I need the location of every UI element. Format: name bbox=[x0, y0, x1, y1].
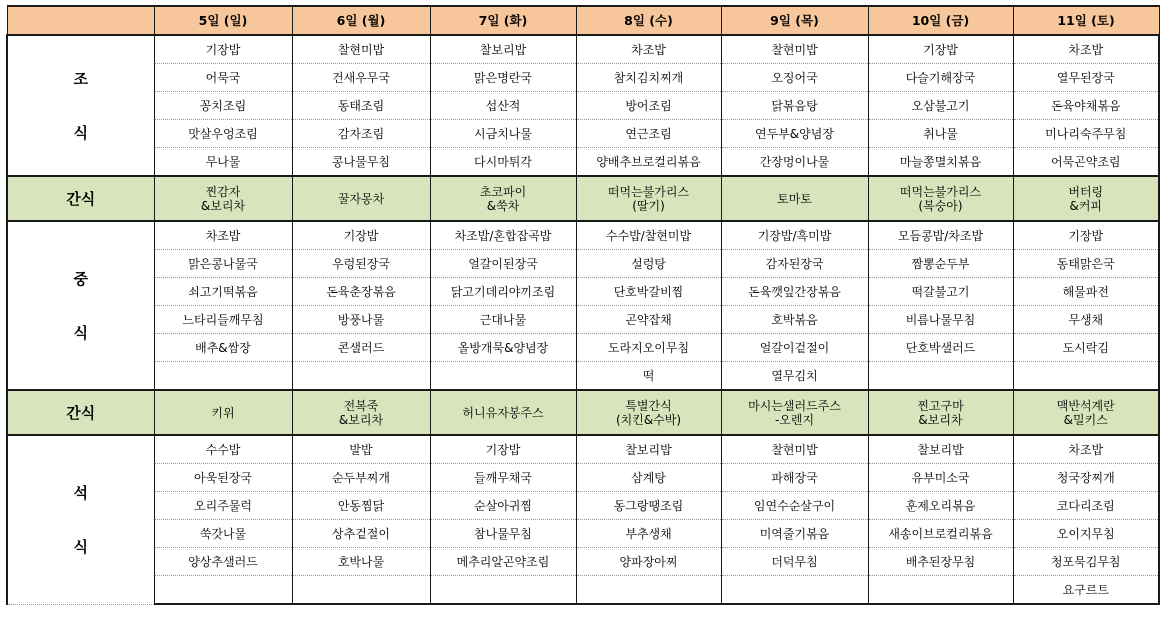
dinner-label-char: 식 bbox=[73, 537, 88, 556]
menu-item: 청포묵김무침 bbox=[1013, 548, 1159, 576]
snack-item-line: 키위 bbox=[211, 405, 235, 420]
header-row bbox=[7, 6, 1159, 35]
menu-item: 기장밥 bbox=[292, 221, 430, 250]
snack-item-line: (치킨&수박) bbox=[615, 412, 682, 427]
day-header: 8일 (수) bbox=[576, 6, 721, 35]
menu-item: 콘샐러드 bbox=[292, 334, 430, 362]
menu-item: 무생채 bbox=[1013, 306, 1159, 334]
snack-item bbox=[868, 390, 1013, 435]
menu-item: 차조밥 bbox=[154, 221, 292, 250]
menu-item: 꽁치조림 bbox=[154, 92, 292, 120]
snack-item-line: (딸기) bbox=[632, 198, 665, 213]
dinner-label-char: 석 bbox=[73, 483, 88, 502]
menu-item: 배추된장무침 bbox=[868, 548, 1013, 576]
menu-item: 순살아귀찜 bbox=[430, 492, 576, 520]
menu-item: 참나물무침 bbox=[430, 520, 576, 548]
snack-item bbox=[868, 176, 1013, 221]
menu-item: 연근조림 bbox=[576, 120, 721, 148]
dinner-row bbox=[7, 464, 1159, 492]
lunch-row bbox=[7, 306, 1159, 334]
snack-item bbox=[576, 390, 721, 435]
menu-item: 콩나물무침 bbox=[292, 148, 430, 177]
menu-item: 간장멍이나물 bbox=[721, 148, 868, 177]
snack-item bbox=[576, 176, 721, 221]
dinner-label bbox=[7, 435, 154, 604]
menu-item: 안동찜닭 bbox=[292, 492, 430, 520]
menu-item: 쑥갓나물 bbox=[154, 520, 292, 548]
menu-item: 맛살우엉조림 bbox=[154, 120, 292, 148]
menu-item bbox=[1013, 362, 1159, 391]
menu-item: 찰보리밥 bbox=[868, 435, 1013, 464]
breakfast-label-char: 조 bbox=[73, 69, 88, 88]
snack-item-line: &커피 bbox=[1069, 198, 1103, 213]
corner-cell bbox=[7, 6, 154, 35]
menu-item bbox=[292, 576, 430, 605]
menu-item: 도시락김 bbox=[1013, 334, 1159, 362]
breakfast-row bbox=[7, 120, 1159, 148]
menu-item: 아욱된장국 bbox=[154, 464, 292, 492]
menu-item: 단호박샐러드 bbox=[868, 334, 1013, 362]
menu-item: 수수밥 bbox=[154, 435, 292, 464]
lunch-row bbox=[7, 250, 1159, 278]
menu-item: 찰보리밥 bbox=[576, 435, 721, 464]
menu-item: 방풍나물 bbox=[292, 306, 430, 334]
snack-label: 간식 bbox=[7, 390, 154, 435]
snack-item-line: 맥반석계란 bbox=[1056, 398, 1115, 413]
menu-item: 동그랑땡조림 bbox=[576, 492, 721, 520]
lunch-label bbox=[7, 221, 154, 390]
snack-item-line: 초코파이 bbox=[479, 184, 527, 199]
menu-item: 오이지무침 bbox=[1013, 520, 1159, 548]
menu-item: 수수밥/찰현미밥 bbox=[576, 221, 721, 250]
menu-item: 동태조림 bbox=[292, 92, 430, 120]
menu-item: 기장밥 bbox=[430, 435, 576, 464]
menu-item: 찰보리밥 bbox=[430, 35, 576, 64]
menu-item: 양배추브로컬리볶음 bbox=[576, 148, 721, 177]
snack-item-line: -오렌지 bbox=[774, 412, 815, 427]
day-header: 9일 (목) bbox=[721, 6, 868, 35]
breakfast-row bbox=[7, 35, 1159, 64]
menu-item: 새송이브로컬리볶음 bbox=[868, 520, 1013, 548]
menu-item: 차조밥 bbox=[576, 35, 721, 64]
snack-item-line: 전복죽 bbox=[343, 398, 379, 413]
snack-item-line: 토마토 bbox=[777, 191, 812, 206]
day-header: 7일 (화) bbox=[430, 6, 576, 35]
menu-item: 훈제오리볶음 bbox=[868, 492, 1013, 520]
menu-item: 쇠고기떡볶음 bbox=[154, 278, 292, 306]
menu-item: 더덕무침 bbox=[721, 548, 868, 576]
menu-item bbox=[292, 362, 430, 391]
snack-item-line: 버터링 bbox=[1068, 184, 1104, 199]
menu-item bbox=[721, 576, 868, 605]
menu-item bbox=[430, 576, 576, 605]
snack-item-line: 찐고구마 bbox=[917, 398, 964, 413]
menu-item bbox=[154, 362, 292, 391]
menu-item: 호박나물 bbox=[292, 548, 430, 576]
menu-item: 닭볶음탕 bbox=[721, 92, 868, 120]
dinner-row bbox=[7, 576, 1159, 605]
breakfast-label-char: 식 bbox=[73, 123, 88, 142]
menu-item: 양파장아찌 bbox=[576, 548, 721, 576]
menu-item: 상추겉절이 bbox=[292, 520, 430, 548]
snack-item-line: 떠먹는불가리스 bbox=[607, 184, 690, 199]
day-header: 11일 (토) bbox=[1013, 6, 1159, 35]
menu-item: 청국장찌개 bbox=[1013, 464, 1159, 492]
menu-item: 오징어국 bbox=[721, 64, 868, 92]
menu-item: 모듬콩밥/차조밥 bbox=[868, 221, 1013, 250]
menu-item: 유부미소국 bbox=[868, 464, 1013, 492]
snack-item-line: 떠먹는불가리스 bbox=[899, 184, 982, 199]
snack-item-line: &밀키스 bbox=[1063, 412, 1108, 427]
menu-item: 취나물 bbox=[868, 120, 1013, 148]
menu-item: 우렁된장국 bbox=[292, 250, 430, 278]
snack-label: 간식 bbox=[7, 176, 154, 221]
menu-item: 맑은콩나물국 bbox=[154, 250, 292, 278]
menu-item: 차조밥 bbox=[1013, 35, 1159, 64]
menu-item: 어묵곤약조림 bbox=[1013, 148, 1159, 177]
menu-item bbox=[430, 362, 576, 391]
snack-item-line: &보리차 bbox=[200, 198, 246, 213]
menu-item: 얼갈이겉절이 bbox=[721, 334, 868, 362]
menu-item bbox=[154, 576, 292, 605]
menu-item: 삼계탕 bbox=[576, 464, 721, 492]
day-header: 10일 (금) bbox=[868, 6, 1013, 35]
lunch-row bbox=[7, 334, 1159, 362]
snack-item bbox=[292, 176, 430, 221]
snack-item bbox=[1013, 390, 1159, 435]
menu-item: 찰현미밥 bbox=[292, 35, 430, 64]
day-header: 5일 (일) bbox=[154, 6, 292, 35]
menu-item: 해물파전 bbox=[1013, 278, 1159, 306]
menu-item: 동태맑은국 bbox=[1013, 250, 1159, 278]
snack-item-line: 마시는샐러드주스 bbox=[748, 398, 841, 413]
menu-item: 호박볶음 bbox=[721, 306, 868, 334]
snack-item bbox=[154, 176, 292, 221]
snack-item bbox=[721, 176, 868, 221]
menu-item: 닭고기데리야끼조림 bbox=[430, 278, 576, 306]
menu-item: 차조밥 bbox=[1013, 435, 1159, 464]
snack-item-line: 허니유자봉주스 bbox=[462, 405, 544, 420]
menu-item: 부추생채 bbox=[576, 520, 721, 548]
menu-item: 섭산적 bbox=[430, 92, 576, 120]
snack-item bbox=[721, 390, 868, 435]
snack-item bbox=[154, 390, 292, 435]
menu-item: 미역줄기볶음 bbox=[721, 520, 868, 548]
menu-item: 떡갈불고기 bbox=[868, 278, 1013, 306]
snack-item bbox=[430, 390, 576, 435]
snack-item-line: 찐감자 bbox=[205, 184, 241, 199]
menu-item: 오삼불고기 bbox=[868, 92, 1013, 120]
menu-item: 기장밥 bbox=[868, 35, 1013, 64]
breakfast-row bbox=[7, 64, 1159, 92]
menu-item: 시금치나물 bbox=[430, 120, 576, 148]
menu-item: 비름나물무침 bbox=[868, 306, 1013, 334]
snack-item-line: &보리차 bbox=[918, 412, 963, 427]
snack-item-line: (복숭아) bbox=[918, 198, 963, 213]
menu-item: 기장밥 bbox=[1013, 221, 1159, 250]
lunch-row bbox=[7, 278, 1159, 306]
snack-item bbox=[430, 176, 576, 221]
menu-item: 코다리조림 bbox=[1013, 492, 1159, 520]
breakfast-row bbox=[7, 148, 1159, 177]
menu-item: 파해장국 bbox=[721, 464, 868, 492]
menu-item: 오리주물럭 bbox=[154, 492, 292, 520]
menu-item: 무나물 bbox=[154, 148, 292, 177]
menu-item bbox=[868, 576, 1013, 605]
breakfast-row bbox=[7, 92, 1159, 120]
dinner-row bbox=[7, 548, 1159, 576]
menu-item: 느타리들깨무침 bbox=[154, 306, 292, 334]
lunch-row bbox=[7, 362, 1159, 391]
menu-item: 찰현미밥 bbox=[721, 35, 868, 64]
lunch-label-char: 식 bbox=[73, 323, 88, 342]
menu-item: 차조밥/혼합잡곡밥 bbox=[430, 221, 576, 250]
menu-item: 미나리숙주무침 bbox=[1013, 120, 1159, 148]
menu-item: 떡 bbox=[576, 362, 721, 391]
menu-item: 방어조림 bbox=[576, 92, 721, 120]
menu-item: 돈육야채볶음 bbox=[1013, 92, 1159, 120]
menu-item: 기장밥 bbox=[154, 35, 292, 64]
snack-item-line: &보리차 bbox=[338, 412, 384, 427]
menu-item: 기장밥/흑미밥 bbox=[721, 221, 868, 250]
lunch-label-char: 중 bbox=[73, 269, 88, 288]
menu-item: 임연수순살구이 bbox=[721, 492, 868, 520]
snack-item bbox=[1013, 176, 1159, 221]
menu-item: 감자조림 bbox=[292, 120, 430, 148]
snack1-row bbox=[7, 176, 1159, 221]
menu-item: 열무김치 bbox=[721, 362, 868, 391]
snack2-row bbox=[7, 390, 1159, 435]
menu-item: 어묵국 bbox=[154, 64, 292, 92]
day-header: 6일 (월) bbox=[292, 6, 430, 35]
menu-item: 곤약잡채 bbox=[576, 306, 721, 334]
menu-item: 돈육깻잎간장볶음 bbox=[721, 278, 868, 306]
menu-item: 맑은명란국 bbox=[430, 64, 576, 92]
snack-item-line: &쑥차 bbox=[486, 198, 520, 213]
menu-item: 메추리알곤약조림 bbox=[430, 548, 576, 576]
menu-item: 배추&쌈장 bbox=[154, 334, 292, 362]
menu-item: 순두부찌개 bbox=[292, 464, 430, 492]
menu-item: 도라지오이무침 bbox=[576, 334, 721, 362]
menu-item: 짬뽕순두부 bbox=[868, 250, 1013, 278]
dinner-row bbox=[7, 435, 1159, 464]
menu-item bbox=[868, 362, 1013, 391]
menu-item: 단호박갈비찜 bbox=[576, 278, 721, 306]
menu-item: 찰현미밥 bbox=[721, 435, 868, 464]
snack-item-line: 특별간식 bbox=[625, 398, 672, 413]
menu-item: 올방개묵&양념장 bbox=[430, 334, 576, 362]
menu-item: 열무된장국 bbox=[1013, 64, 1159, 92]
menu-item: 얼갈이된장국 bbox=[430, 250, 576, 278]
menu-item: 들깨무채국 bbox=[430, 464, 576, 492]
menu-item: 다슬기해장국 bbox=[868, 64, 1013, 92]
menu-item: 다시마튀각 bbox=[430, 148, 576, 177]
menu-item: 발밥 bbox=[292, 435, 430, 464]
menu-item: 건새우무국 bbox=[292, 64, 430, 92]
dinner-row bbox=[7, 492, 1159, 520]
snack-item bbox=[292, 390, 430, 435]
breakfast-label bbox=[7, 35, 154, 176]
dinner-row bbox=[7, 520, 1159, 548]
menu-item: 양상추샐러드 bbox=[154, 548, 292, 576]
menu-item: 마늘쫑멸치볶음 bbox=[868, 148, 1013, 177]
menu-item: 감자된장국 bbox=[721, 250, 868, 278]
lunch-row bbox=[7, 221, 1159, 250]
menu-item: 돈육춘장볶음 bbox=[292, 278, 430, 306]
menu-item: 참치김치찌개 bbox=[576, 64, 721, 92]
snack-item-line: 꿀자몽차 bbox=[337, 191, 385, 206]
weekly-meal-table bbox=[6, 5, 1160, 605]
menu-item: 연두부&양념장 bbox=[721, 120, 868, 148]
menu-item: 요구르트 bbox=[1013, 576, 1159, 605]
menu-item: 설렁탕 bbox=[576, 250, 721, 278]
menu-item bbox=[576, 576, 721, 605]
menu-item: 근대나물 bbox=[430, 306, 576, 334]
